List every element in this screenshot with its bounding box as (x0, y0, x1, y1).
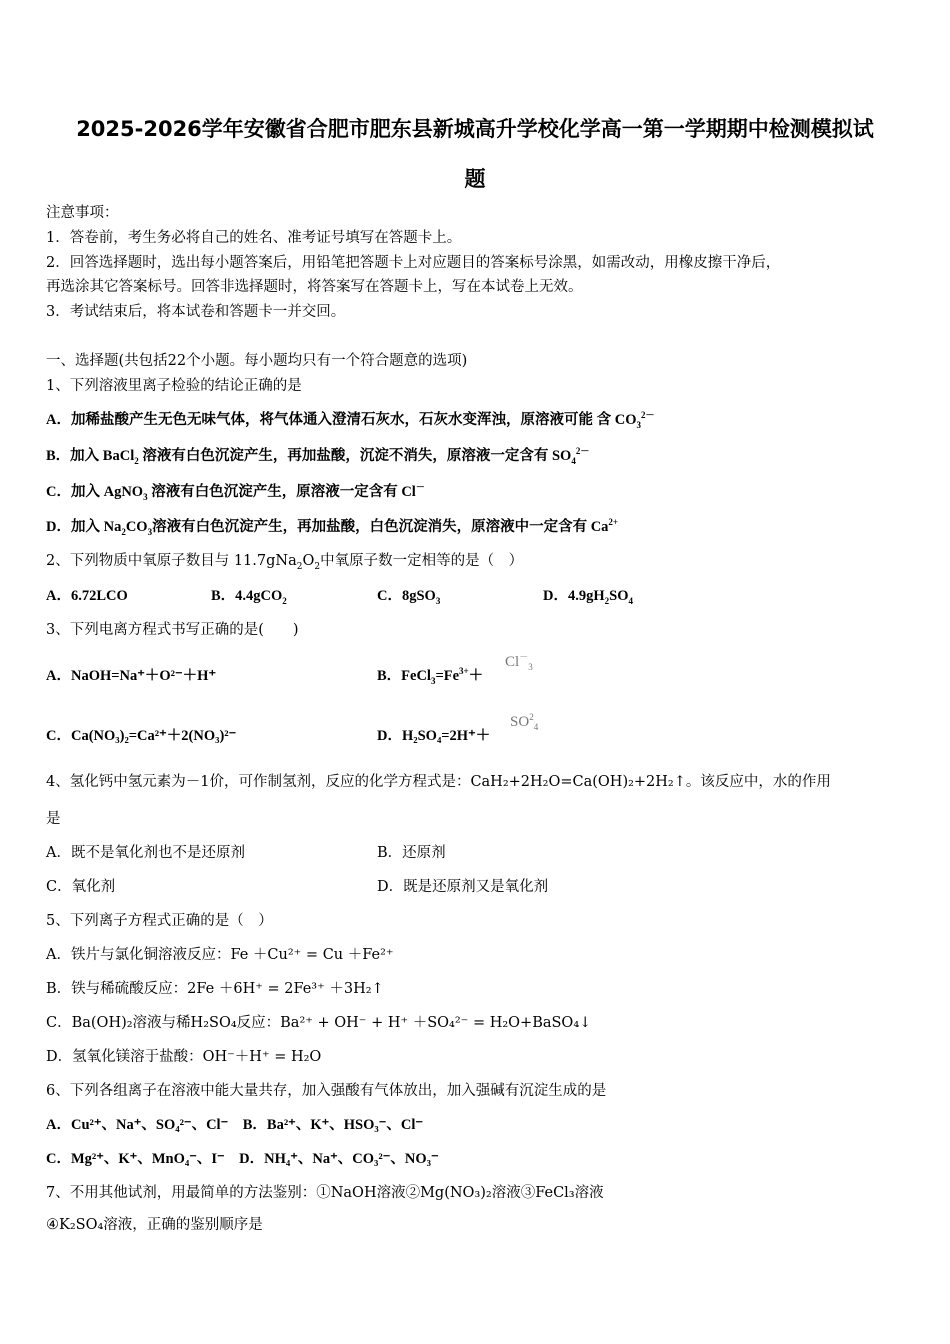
question-2-option-b: B．4.4gCO$_2$ (211, 588, 287, 606)
exam-title-line2: 题 (464, 167, 486, 191)
question-1-stem: 1、下列溶液里离子检验的结论正确的是 (46, 378, 302, 394)
question-7-stem: 7、不用其他试剂，用最简单的方法鉴别：①NaOH溶液②Mg(NO₃)₂溶液③FeCl₃溶液 (46, 1185, 604, 1201)
question-3-option-c: C．Ca(NO₃)₂=Ca²⁺＋2(NO₃)²⁻ (46, 728, 237, 744)
question-5-option-a: A．铁片与氯化铜溶液反应：Fe ＋Cu²⁺ = Cu ＋Fe²⁺ (46, 947, 394, 963)
notice-item-3: 3．考试结束后，将本试卷和答题卡一并交回。 (46, 304, 346, 320)
question-6-stem: 6、下列各组离子在溶液中能大量共存，加入强酸有气体放出，加入强碱有沉淀生成的是 (46, 1083, 607, 1099)
question-4-option-a: A．既不是氧化剂也不是还原剂 (46, 845, 245, 861)
question-3-option-d-ion: $SO^2_4$ (510, 712, 539, 732)
question-4-option-d: D．既是还原剂又是氧化剂 (377, 879, 549, 895)
question-2-stem: 2、下列物质中氧原子数目与 $11.7gNa_2O_2$中氧原子数一定相等的是（ ） (46, 553, 524, 572)
notice-item-1: 1．答卷前，考生务必将自己的姓名、准考证号填写在答题卡上。 (46, 230, 462, 246)
question-3-option-a: A．NaOH=Na⁺＋O²⁻＋H⁺ (46, 668, 217, 684)
question-1-option-d: D．加入 $Na_2CO_3$溶液有白色沉淀产生，再加盐酸，白色沉淀消失，原溶液中一定含有 $Ca^{2+}$ (46, 517, 619, 537)
question-7-stem-cont: ④K₂SO₄溶液，正确的鉴别顺序是 (46, 1217, 263, 1233)
question-2-option-d: D．$4.9gH_2SO_4$ (543, 588, 633, 606)
question-5-option-d: D．氢氧化镁溶于盐酸：OH⁻＋H⁺ = H₂O (46, 1049, 322, 1065)
question-1-option-c: C．加入 AgNO$_3$ 溶液有白色沉淀产生，原溶液一定含有 Cl－ (46, 482, 425, 502)
question-5-option-b: B．铁与稀硫酸反应：2Fe ＋6H⁺ = 2Fe³⁺ ＋3H₂↑ (46, 981, 384, 997)
question-2-option-a: A．6.72LCO (46, 588, 128, 604)
question-4-stem-cont: 是 (46, 811, 61, 827)
notice-item-2: 2．回答选择题时，选出每小题答案后，用铅笔把答题卡上对应题目的答案标号涂黑，如需改动，用橡皮擦干净后， (46, 255, 781, 271)
notice-item-2-cont: 再选涂其它答案标号。回答非选择题时，将答案写在答题卡上，写在本试卷上无效。 (46, 279, 583, 295)
question-3-option-d: D．H₂SO₄=2H⁺＋ (377, 728, 491, 744)
section-heading: 一、选择题(共包括22个小题。每小题均只有一个符合题意的选项) (46, 353, 468, 369)
question-1-option-b: B．加入 BaCl$_2$ 溶液有白色沉淀产生，再加盐酸，沉淀不消失，原溶液一定含有 $SO_4^{2-}$ (46, 446, 590, 466)
notice-heading: 注意事项： (46, 205, 119, 221)
question-6-options-ab: A．Cu²⁺、Na⁺、SO₄²⁻、Cl⁻ B．Ba²⁺、K⁺、HSO₃⁻、Cl⁻ (46, 1117, 424, 1133)
question-4-option-c: C．氧化剂 (46, 879, 116, 895)
question-3-option-b-ion: $Cl^-_3$ (505, 652, 533, 672)
question-3-option-b: B．$FeCl_3=Fe^{3+}+$ (377, 666, 484, 686)
question-3-stem: 3、下列电离方程式书写正确的是( ) (46, 622, 299, 638)
question-4-stem: 4、氢化钙中氢元素为－1价，可作制氢剂，反应的化学方程式是：CaH₂+2H₂O=Ca(OH)₂+2H₂↑。该反应中，水的作用 (46, 774, 831, 790)
question-5-stem: 5、下列离子方程式正确的是（ ） (46, 913, 273, 929)
question-1-option-a: A．加稀盐酸产生无色无味气体，将气体通入澄清石灰水，石灰水变浑浊，原溶液可能 含 $CO_3^{2-}$ (46, 410, 655, 430)
question-4-option-b: B．还原剂 (377, 845, 446, 861)
question-5-option-c: C．Ba(OH)₂溶液与稀H₂SO₄反应：Ba²⁺ + OH⁻ + H⁺ ＋SO₄²⁻ = H₂O+BaSO₄↓ (46, 1015, 592, 1031)
question-6-options-cd: C．Mg²⁺、K⁺、MnO₄⁻、I⁻ D．NH₄⁺、Na⁺、CO₃²⁻、NO₃⁻ (46, 1151, 439, 1167)
question-2-option-c: C．8gSO$_3$ (377, 588, 441, 606)
exam-title-line1: 2025-2026学年安徽省合肥市肥东县新城高升学校化学高一第一学期期中检测模拟试 (76, 117, 874, 141)
